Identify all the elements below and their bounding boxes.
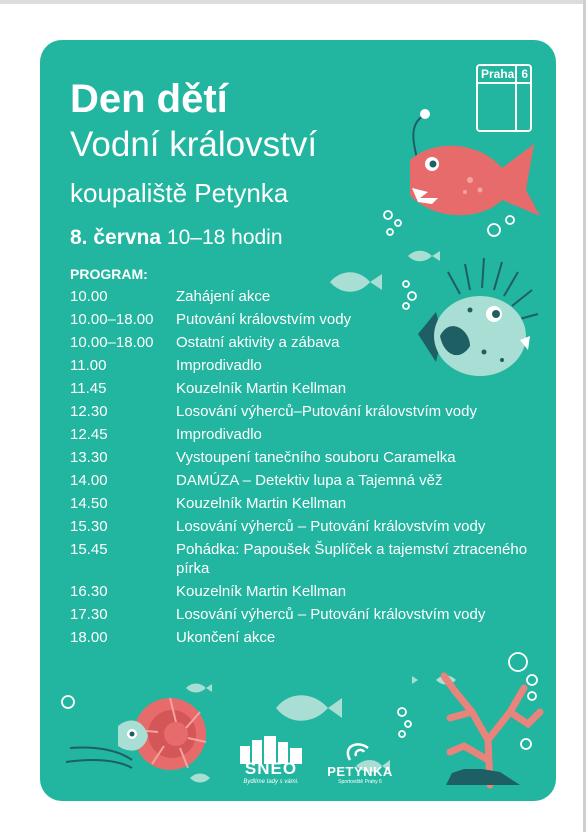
program-time: 15.30 (70, 518, 108, 535)
program-time: 10.00–18.00 (70, 334, 154, 351)
event-poster (40, 40, 556, 801)
program-time: 15.45 (70, 541, 108, 558)
event-date (70, 225, 283, 251)
program-item (70, 605, 540, 624)
program-event: Ukončení akce (176, 629, 276, 646)
program-event: Improdivadlo (176, 357, 262, 374)
program-time: 11.00 (70, 357, 107, 374)
program-event: Improdivadlo (176, 426, 262, 443)
program-item (70, 356, 540, 375)
event-date-hours: 10–18 hodin (161, 226, 283, 249)
petynka-logo-tagline: Sportoviště Prahy 6 (338, 779, 382, 785)
program-event: Losování výherců–Putování královstvím vody (176, 403, 477, 420)
program-event: Kouzelník Martin Kellman (176, 583, 347, 600)
petynka-logo-name: PETYNKA (327, 764, 393, 779)
program-item (70, 448, 540, 467)
program-item (70, 494, 540, 513)
program-event: DAMÚZA – Detektiv lupa a Tajemná věž (176, 472, 443, 489)
page-top-edge (0, 0, 586, 4)
program-time: 10.00 (70, 288, 108, 305)
program-item (70, 628, 540, 647)
poster-subtitle: Vodní království (70, 125, 318, 164)
program-event: Putování královstvím vody (176, 311, 352, 328)
nautilus-icon (66, 698, 206, 770)
sneo-logo-name: SNEO (244, 759, 298, 778)
program-event: Vystoupení tanečního souboru Caramelka (176, 449, 456, 466)
praha-6-badge (476, 64, 532, 132)
program-item (70, 287, 540, 306)
coral-icon (444, 676, 540, 785)
badge-label: Praha (481, 67, 515, 81)
program-event: Losování výherců – Putování královstvím vody (176, 606, 486, 623)
program-event: Pohádka: Papoušek Šuplíček a tajemství ztraceného pírka (176, 541, 528, 577)
program-time: 12.45 (70, 426, 108, 443)
program-item (70, 471, 540, 490)
program-item (70, 333, 540, 352)
program-item (70, 379, 540, 398)
program-time: 12.30 (70, 403, 108, 420)
program-time: 10.00–18.00 (70, 311, 154, 328)
program-item (70, 540, 540, 578)
program-event: Ostatní aktivity a zábava (176, 334, 340, 351)
program-time: 11.45 (70, 380, 107, 397)
petynka-logo (310, 744, 410, 785)
sneo-logo (232, 735, 310, 785)
program-event: Zahájení akce (176, 288, 271, 305)
badge-number: 6 (521, 67, 528, 81)
program-item (70, 425, 540, 444)
program-time: 16.30 (70, 583, 108, 600)
program-item (70, 582, 540, 601)
program-time: 18.00 (70, 629, 108, 646)
program-heading: PROGRAM: (70, 266, 148, 282)
program-event: Kouzelník Martin Kellman (176, 495, 347, 512)
poster-title: Den dětí (70, 77, 228, 121)
program-item (70, 517, 540, 536)
sneo-logo-tagline: Bydlíme tady s vámi. (243, 779, 299, 785)
venue-name: koupaliště Petynka (70, 178, 289, 208)
program-time: 14.50 (70, 495, 108, 512)
program-item (70, 310, 540, 329)
program-event: Kouzelník Martin Kellman (176, 380, 347, 397)
event-date-day: 8. června (70, 226, 162, 249)
program-time: 14.00 (70, 472, 108, 489)
program-list (70, 287, 540, 651)
program-time: 13.30 (70, 449, 108, 466)
program-time: 17.30 (70, 606, 108, 623)
program-item (70, 402, 540, 421)
program-event: Losování výherců – Putování královstvím vody (176, 518, 486, 535)
